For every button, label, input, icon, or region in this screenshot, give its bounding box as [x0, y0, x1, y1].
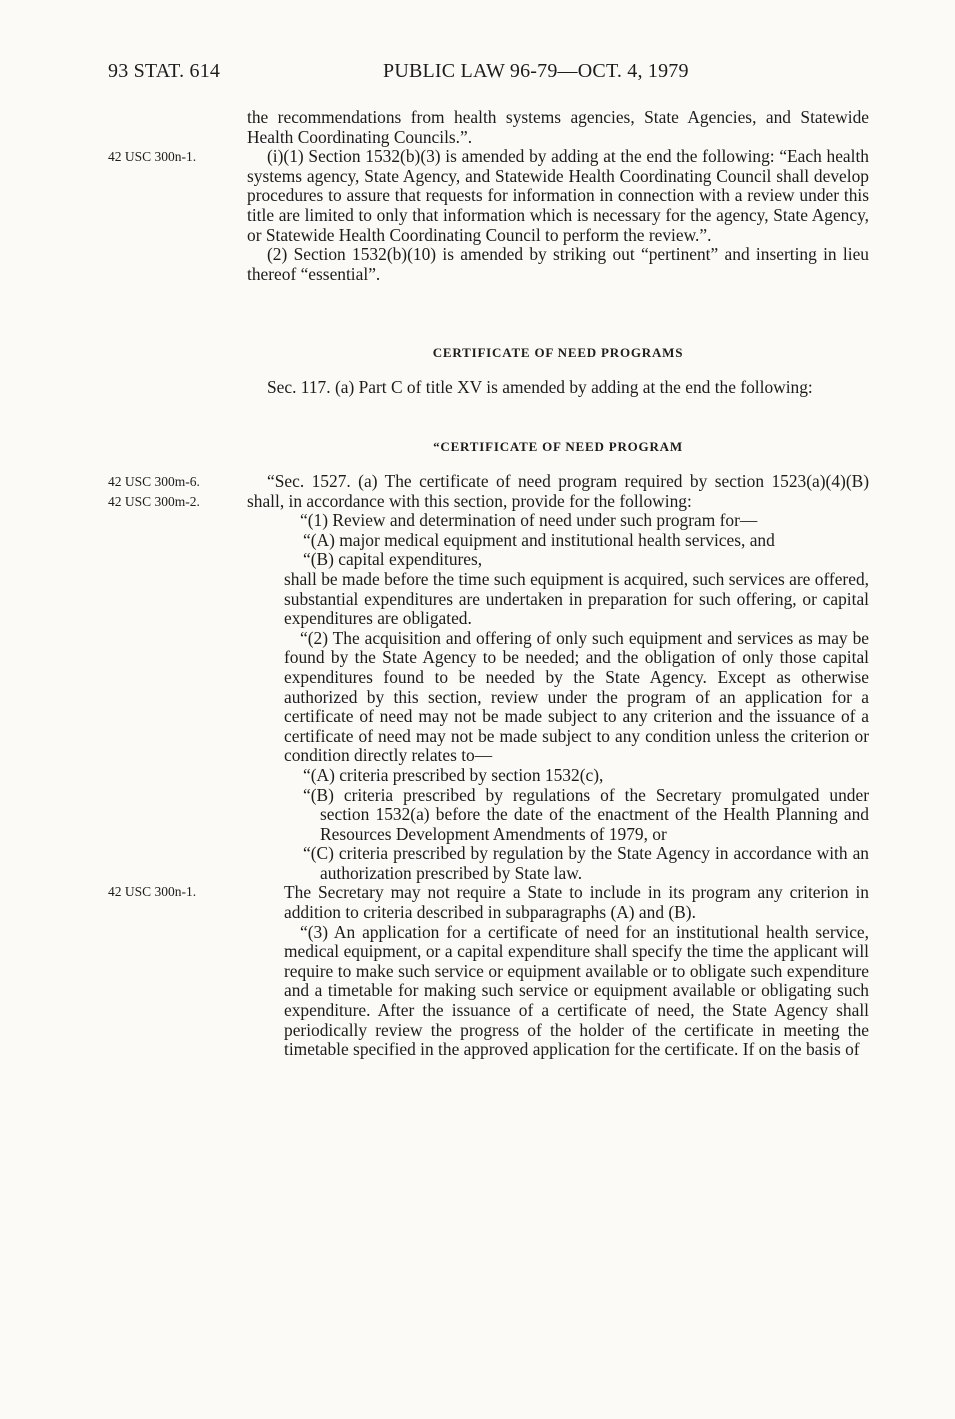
body-block-top	[247, 108, 869, 284]
paragraph: “Sec. 1527. (a) The certificate of need program required by section 1523(a)(4)(B) shall, in accordance with this section, provide for the following:	[247, 471, 869, 511]
paragraph: “(B) capital expenditures,	[303, 549, 483, 570]
paragraph: “(2) The acquisition and offering of only such equipment and services as may be found by the State Agency to be needed; and the obligation of only those capital expenditures found to be needed by the State Agency. Except as otherwise authorized by this section, review under the program of an application for a certificate of need may not be made subject to any criterion and the issuance of a certificate of need may not be made subject to any condition unless the criterion or condition directly relates to—	[284, 627, 869, 766]
margin-citation: 42 USC 300m-6.	[108, 474, 200, 489]
body-block-sec1527	[247, 472, 869, 1060]
paragraph: The Secretary may not require a State to include in its program any criterion in addition to criteria described in subparagraphs (A) and (B).	[284, 882, 869, 923]
section-heading: “CERTIFICATE OF NEED PROGRAM	[433, 439, 683, 454]
running-head-law: PUBLIC LAW 96-79—OCT. 4, 1979	[383, 60, 689, 82]
paragraph: “(3) An application for a certificate of need for an institutional health service, medical equipment, or a capital expenditure shall specify the time the applicant will require to make such service or equipment available or to obligate such expenditure and a timetable for making such service or equipment available or obligating such expenditure. After the issuance of a certificate of need, the State Agency shall periodically review the progress of the holder of the certificate in meeting the timetable specified in the approved application for the certificate. If on the basis of	[284, 921, 869, 1060]
page-stat-number: 93 STAT. 614	[108, 60, 221, 82]
paragraph: “(A) major medical equipment and institutional health services, and	[303, 529, 775, 550]
margin-citation: 42 USC 300n-1.	[108, 149, 197, 164]
paragraph: “(C) criteria prescribed by regulation by the State Agency in accordance with an authorization prescribed by State law.	[303, 843, 869, 883]
paragraph: “(A) criteria prescribed by section 1532(c),	[303, 764, 604, 785]
section-heading: CERTIFICATE OF NEED PROGRAMS	[432, 345, 684, 360]
paragraph: “(1) Review and determination of need under such program for—	[300, 510, 758, 531]
body-block-sec117	[247, 378, 869, 398]
paragraph: the recommendations from health systems agencies, State Agencies, and Statewide Health Coordinating Councils.”.	[247, 107, 869, 147]
paragraph: Sec. 117. (a) Part C of title XV is amended by adding at the end the following:	[267, 377, 813, 397]
paragraph: (2) Section 1532(b)(10) is amended by striking out “pertinent” and inserting in lieu thereof “essential”.	[247, 244, 869, 284]
paragraph: shall be made before the time such equipment is acquired, such services are offered, substantial expenditures are undertaken in preparation for such offering, or capital expenditures are obligated.	[284, 568, 869, 629]
paragraph: “(B) criteria prescribed by regulations of the Secretary promulgated under section 1532(a) before the date of the enactment of the Health Planning and Resources Development Amendments of 1979, or	[303, 784, 869, 844]
margin-citation: 42 USC 300m-2.	[108, 494, 200, 509]
margin-citation: 42 USC 300n-1.	[108, 884, 197, 899]
paragraph: (i)(1) Section 1532(b)(3) is amended by adding at the end the following: “Each health systems agency, State Agency, and Statewide Health Coordinating Council shall develop procedures to assure that requests for information in connection with a review under this title are limited to only that information which is necessary for the agency, State Agency, or Statewide Health Coordinating Council to perform the review.”.	[247, 146, 869, 245]
